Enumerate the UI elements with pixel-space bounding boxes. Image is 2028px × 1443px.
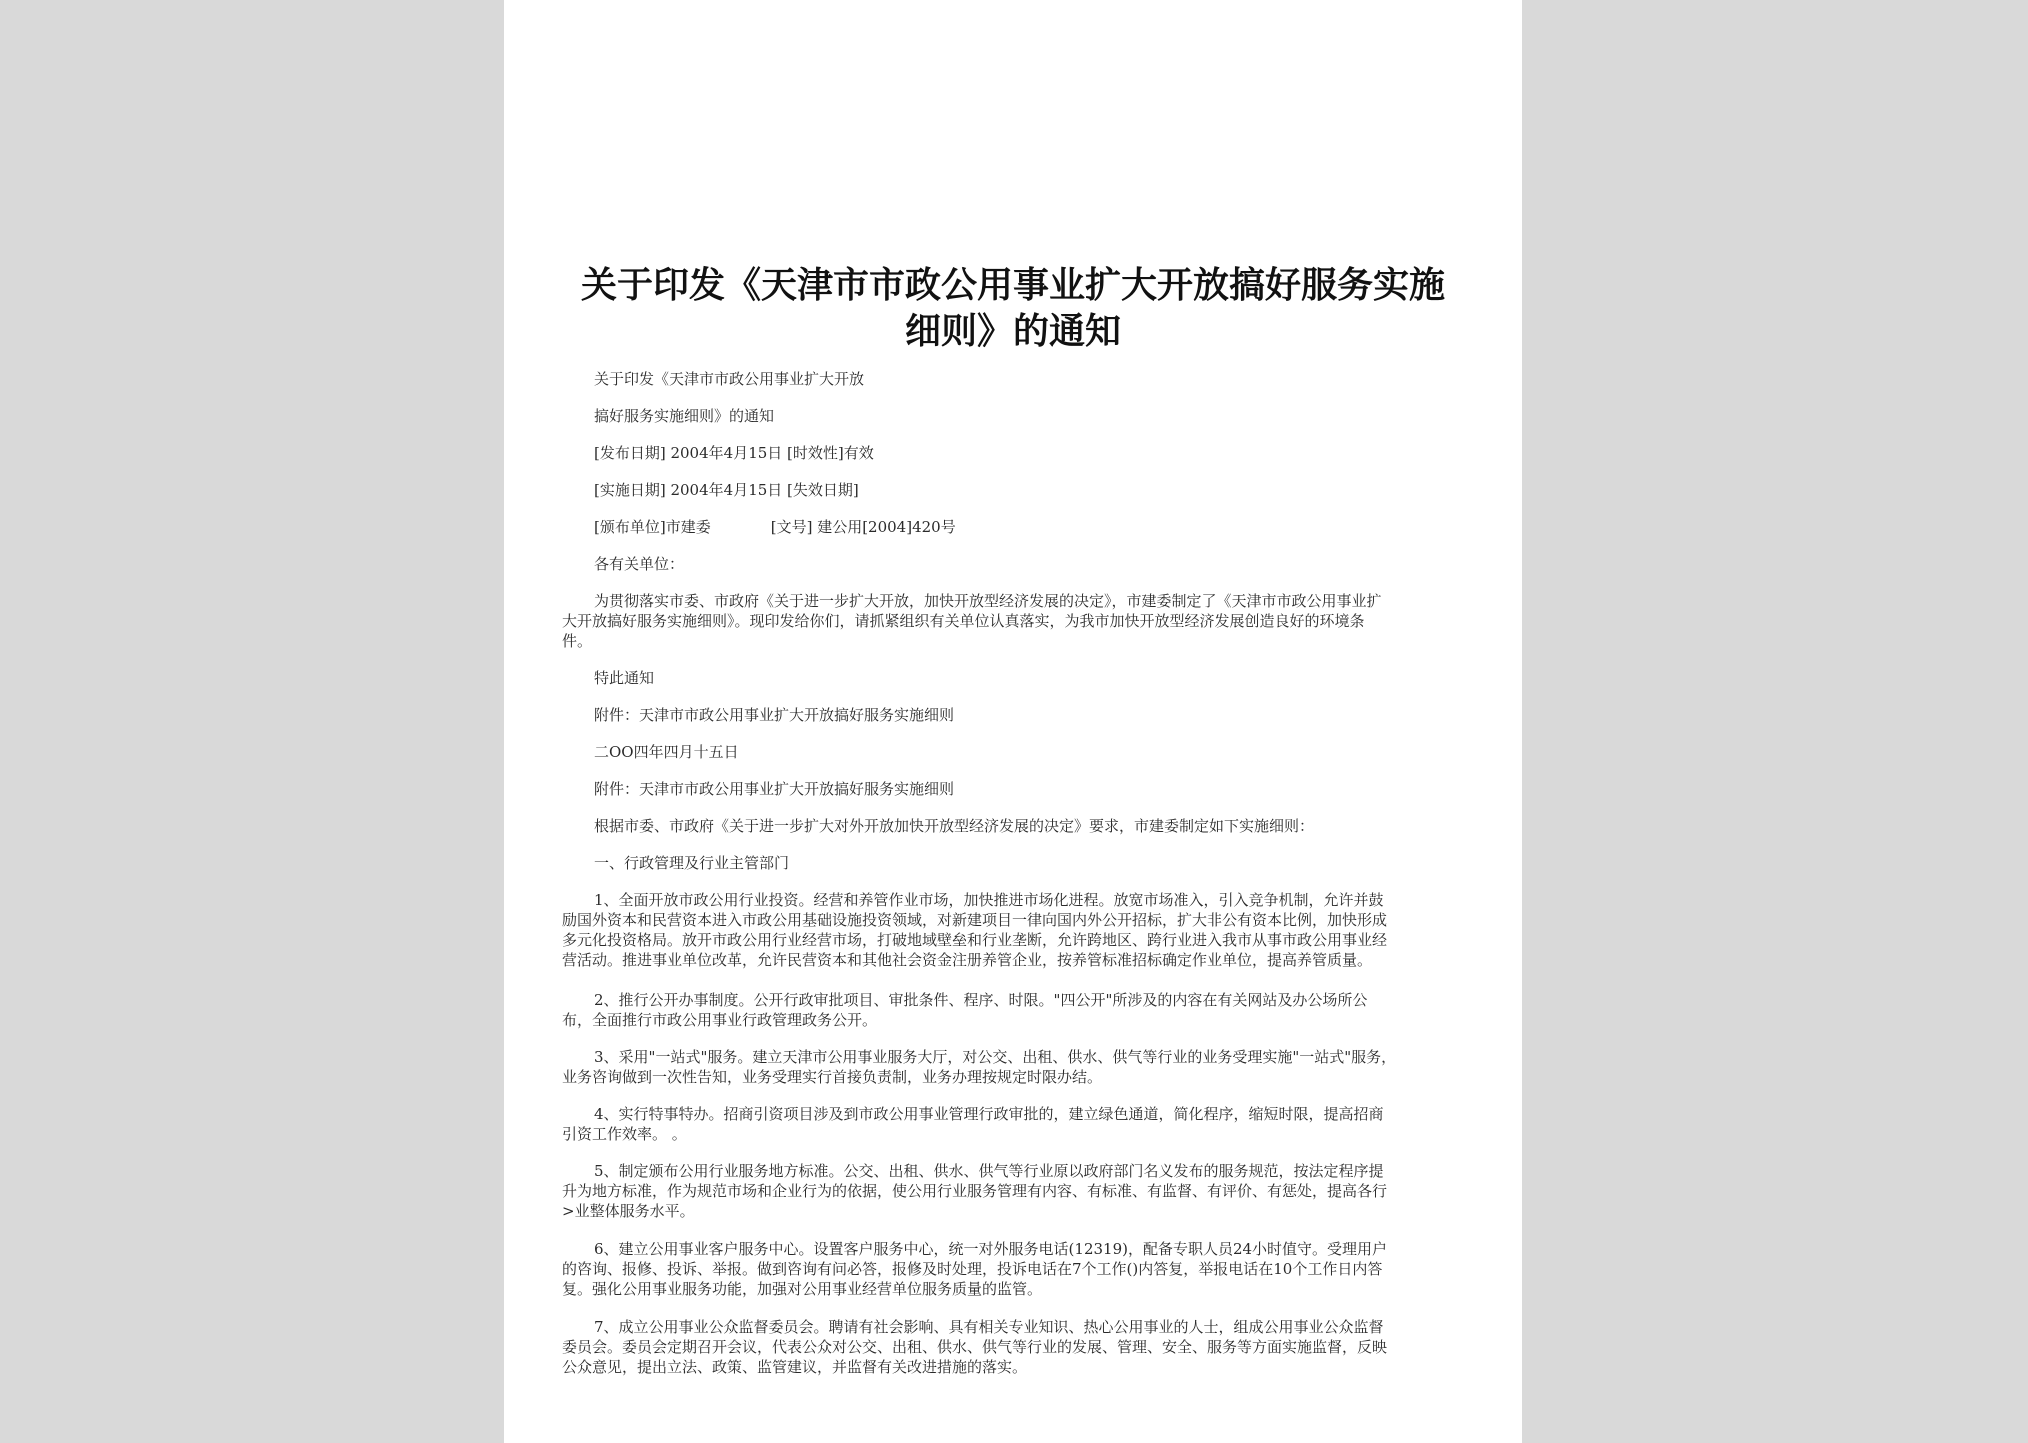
item-7-paragraph: 7、成立公用事业公众监督委员会。聘请有社会影响、具有相关专业知识、热心公用事业的人士，组成公用事业公众监督 委员会。委员会定期召开会议，代表公众对公交、出租、供水、供气等行业的发展、管理、安全、服务等方面实施监督，反映 公众意见，提出立法、政策、监管建议，并监督有关改进措施的落实。 [562, 1318, 1388, 1376]
attachment-line-1: 附件：天津市市政公用事业扩大开放搞好服务实施细则 [594, 706, 955, 724]
intro-line-1: 为贯彻落实市委、市政府《关于进一步扩大开放，加快开放型经济发展的决定》，市建委制定了《天津市市政公用事业扩 [594, 592, 1382, 610]
publish-date-line: [发布日期] 2004年4月15日 [时效性]有效 [594, 444, 874, 462]
document-page [504, 0, 1522, 1443]
item-3-paragraph: 3、采用"一站式"服务。建立天津市公用事业服务大厅，对公交、出租、供水、供气等行业的业务受理实施"一站式"服务， 业务咨询做到一次性告知，业务受理实行首接负责制，业务办理按规定时限办结。 [562, 1048, 1397, 1086]
salutation: 各有关单位： [594, 555, 685, 573]
basis-line: 根据市委、市政府《关于进一步扩大对外开放加快开放型经济发展的决定》要求，市建委制定如下实施细则： [594, 817, 1315, 835]
effective-date-line: [实施日期] 2004年4月15日 [失效日期] [594, 481, 859, 499]
item-2-paragraph: 2、推行公开办事制度。公开行政审批项目、审批条件、程序、时限。"四公开"所涉及的内容在有关网站及办公场所公 布，全面推行市政公用事业行政管理政务公开。 [562, 991, 1368, 1029]
header-line-2: 搞好服务实施细则》的通知 [594, 407, 775, 425]
doc-number: [文号] 建公用[2004]420号 [770, 518, 956, 536]
title-line-1: 关于印发《天津市市政公用事业扩大开放搞好服务实施 [580, 264, 1445, 306]
item-5-paragraph: 5、制定颁布公用行业服务地方标准。公交、出租、供水、供气等行业原以政府部门名义发布的服务规范，按法定程序提 升为地方标准，作为规范市场和企业行为的依据，使公用行业服务管理有内容、有标准、有监督、有评价、有惩处，提高各行 >业整体服务水平。 [562, 1162, 1388, 1220]
attachment-line-2: 附件：天津市市政公用事业扩大开放搞好服务实施细则 [594, 780, 955, 798]
issuer-label: [颁布单位]市建委 [594, 518, 711, 536]
date-line: 二OO四年四月十五日 [594, 743, 739, 761]
section-heading-1: 一、行政管理及行业主管部门 [594, 854, 790, 872]
item-4-paragraph: 4、实行特事特办。招商引资项目涉及到市政公用事业管理行政审批的，建立绿色通道，简化程序，缩短时限，提高招商 引资工作效率。 。 [562, 1105, 1384, 1143]
item-6-paragraph: 6、建立公用事业客户服务中心。设置客户服务中心，统一对外服务电话(12319)，配备专职人员24小时值守。受理用户 的咨询、报修、投诉、举报。做到咨询有问必答，报修及时处理，投诉电话在7个工作()内答复，举报电话在10个工作日内答 复。强化公用事业服务功能，加强对公用事业经营单位服务质量的监管。 [562, 1240, 1388, 1298]
document-title [544, 262, 1482, 354]
title-line-2: 细则》的通知 [904, 310, 1121, 352]
intro-line-3: 件。 [562, 632, 593, 650]
intro-paragraph [562, 591, 1470, 651]
intro-line-2: 大开放搞好服务实施细则》。现印发给你们，请抓紧组织有关单位认真落实，为我市加快开放型经济发展创造良好的环境条 [562, 612, 1365, 630]
issuer-line [594, 518, 956, 536]
header-line-1: 关于印发《天津市市政公用事业扩大开放 [594, 370, 865, 388]
notice-text: 特此通知 [594, 669, 655, 687]
item-1-paragraph: 1、全面开放市政公用行业投资。经营和养管作业市场，加快推进市场化进程。放宽市场准入，引入竞争机制，允许并鼓 励国外资本和民营资本进入市政公用基础设施投资领域，对新建项目一律向国内外公开招标，扩大非公有资本比例，加快形成 多元化投资格局。放开市政公用行业经营市场，打破地域壁垒和行业垄断，允许跨地区、跨行业进入我市从事市政公用事业经 营活动。推进事业单位改革，允许民营资本和其他社会资金注册养管企业，按养管标准招标确定作业单位，提高养管质量。 [562, 891, 1388, 969]
